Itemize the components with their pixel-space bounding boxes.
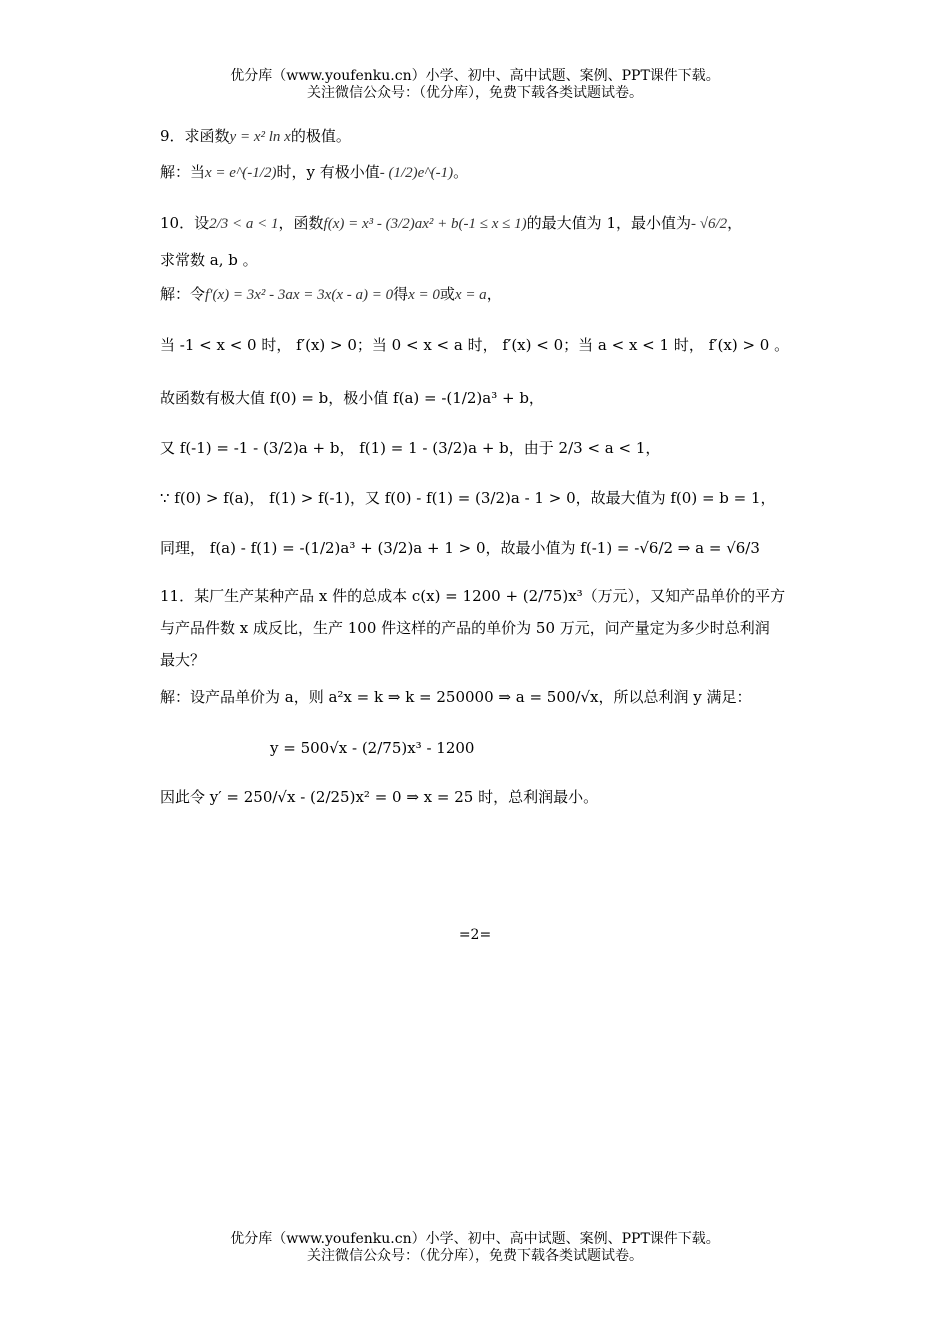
q10-min-value: - √6/2 <box>691 216 728 232</box>
page-number: =2= <box>458 927 492 943</box>
q10-solution-step-3: 故函数有极大值 f(0) = b，极小值 f(a) = -(1/2)a³ + b， <box>160 389 544 407</box>
q10-solution-step-4: 又 f(-1) = -1 - (3/2)a + b， f(1) = 1 - (3/2)a + b，由于 2/3 < a < 1， <box>160 439 661 457</box>
q9-prompt: 9．求函数y = x² ln x的极值。 <box>160 127 351 145</box>
page-footer <box>0 1231 950 1265</box>
q9-solution-x: x = e^(-1/2) <box>205 165 277 181</box>
q10-function: f(x) = x³ - (3/2)ax² + b(-1 ≤ x ≤ 1) <box>323 216 527 232</box>
q11-prompt-line-1: 11．某厂生产某种产品 x 件的总成本 c(x) = 1200 + (2/75)x³（万元），又知产品单价的平方 <box>160 587 786 605</box>
q10-solution-step-5: ∵ f(0) > f(a)， f(1) > f(-1)，又 f(0) - f(1) = (3/2)a - 1 > 0，故最大值为 f(0) = b = 1， <box>160 489 776 507</box>
page-header <box>0 68 950 102</box>
q11-solution-step-1: 解：设产品单价为 a，则 a²x = k ⇒ k = 250000 ⇒ a = 500/√x，所以总利润 y 满足： <box>160 688 752 706</box>
q10-prompt-line-2: 求常数 a, b 。 <box>160 251 258 269</box>
q10-solution-step-1: 解：令f′(x) = 3x² - 3ax = 3x(x - a) = 0得x = 0或x = a， <box>160 285 502 303</box>
q10-solution-step-6: 同理， f(a) - f(1) = -(1/2)a³ + (3/2)a + 1 > 0，故最小值为 f(-1) = -√6/2 ⇒ a = √6/3 <box>160 539 760 557</box>
q9-expression: y = x² ln x <box>229 129 291 145</box>
q9-solution-value: - (1/2)e^(-1) <box>379 165 454 181</box>
q10-derivative-eq: f′(x) = 3x² - 3ax = 3x(x - a) = 0 <box>205 287 394 303</box>
q10-solution-step-2: 当 -1 < x < 0 时， f′(x) > 0；当 0 < x < a 时， f′(x) < 0；当 a < x < 1 时， f′(x) > 0 。 <box>160 336 790 354</box>
q11-profit-formula: y = 500√x - (2/75)x³ - 1200 <box>270 739 475 757</box>
q11-solution-step-3: 因此令 y′ = 250/√x - (2/25)x² = 0 ⇒ x = 25 时，总利润最小。 <box>160 788 599 806</box>
footer-line-1: 优分库（www.youfenku.cn）小学、初中、高中试题、案例、PPT课件下载。 <box>230 1231 720 1247</box>
q9-solution: 解：当x = e^(-1/2)时，y 有极小值- (1/2)e^(-1)。 <box>160 163 469 181</box>
header-line-2: 关注微信公众号：（优分库），免费下载各类试题试卷。 <box>307 85 643 101</box>
q11-prompt-line-3: 最大？ <box>160 651 206 669</box>
q11-prompt-line-2: 与产品件数 x 成反比，生产 100 件这样的产品的单价为 50 万元，问产量定为多少时总利润 <box>160 619 770 637</box>
q10-condition: 2/3 < a < 1 <box>209 216 279 232</box>
q10-prompt: 10．设2/3 < a < 1，函数f(x) = x³ - (3/2)ax² + b(-1 ≤ x ≤ 1)的最大值为 1，最小值为- √6/2， <box>160 214 743 232</box>
footer-line-2: 关注微信公众号：（优分库），免费下载各类试题试卷。 <box>307 1248 643 1264</box>
header-line-1: 优分库（www.youfenku.cn）小学、初中、高中试题、案例、PPT课件下载。 <box>230 68 720 84</box>
